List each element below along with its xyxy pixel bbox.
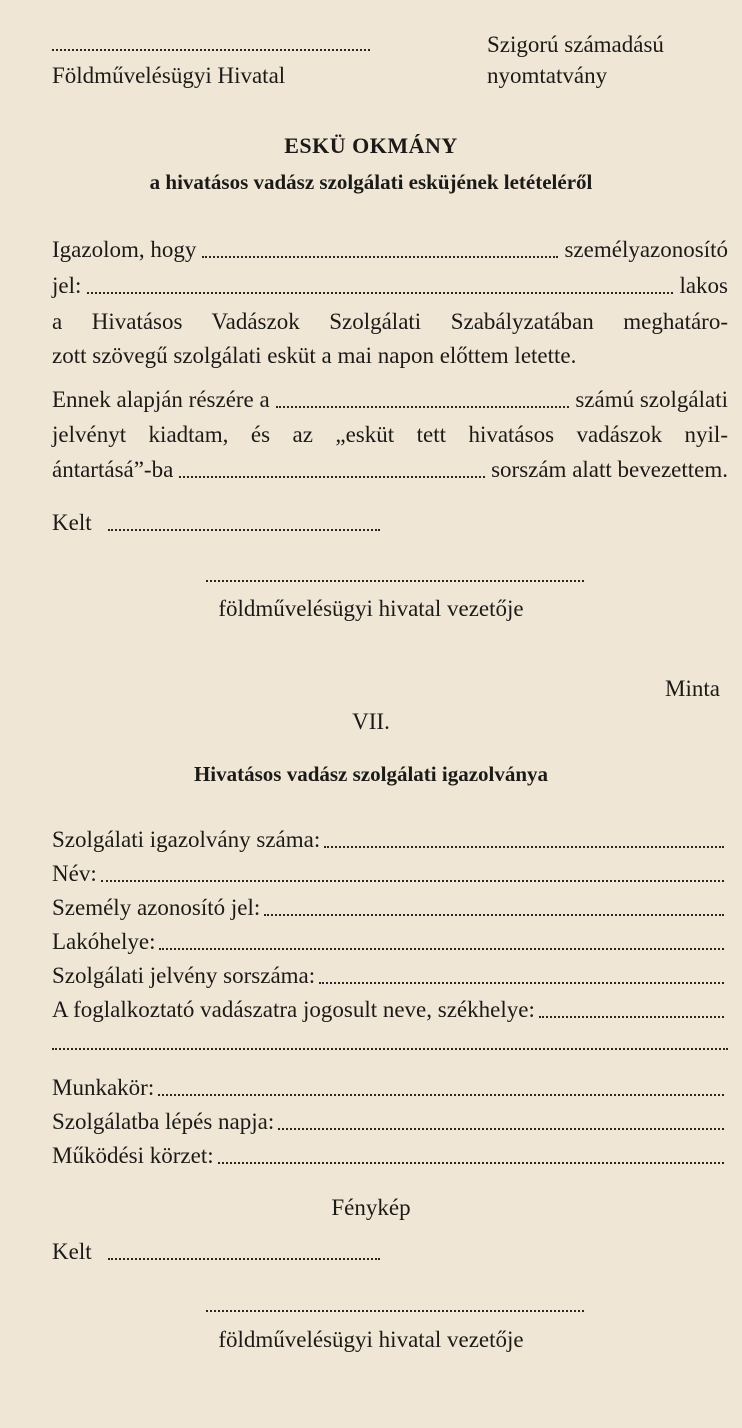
oath-text: Igazolom, hogy — [52, 237, 197, 262]
card-field-blank — [159, 948, 724, 950]
oath-text: jelvényt kiadtam, és az „esküt tett hivatásos vadászok nyil- — [52, 422, 728, 447]
oath-text: személyazonosító — [564, 237, 728, 262]
id-blank-line — [87, 292, 673, 294]
oath-date-label: Kelt — [52, 510, 92, 535]
oath-text: zott szövegű szolgálati esküt a mai napon előttem letette. — [52, 343, 577, 368]
card-field-label: Szolgálatba lépés napja: — [52, 1109, 275, 1134]
card-field-label: Szolgálati jelvény sorszáma: — [52, 963, 316, 988]
card-field-row — [52, 1074, 728, 1102]
card-field-label: Név: — [52, 861, 97, 886]
card-field-row — [52, 962, 728, 990]
card-signature-line — [206, 1310, 584, 1312]
name-blank-line — [202, 256, 558, 258]
oath-text: lakos — [679, 273, 728, 298]
oath-text: számú szolgálati — [575, 387, 728, 412]
card-field-row — [52, 1108, 728, 1136]
register-number-blank-line — [179, 476, 485, 478]
card-field-blank — [101, 880, 724, 882]
oath-text: Ennek alapján részére a — [52, 387, 270, 412]
oath-date-blank-line — [108, 529, 380, 531]
oath-line-4 — [52, 386, 728, 414]
oath-line-1 — [52, 236, 728, 264]
card-field-label: Működési körzet: — [52, 1143, 214, 1168]
card-field-blank — [324, 846, 724, 848]
card-signature-label: földművelésügyi hivatal vezetője — [218, 1327, 524, 1352]
card-field-label: Munkakör: — [52, 1075, 155, 1100]
sample-label: Minta — [665, 676, 720, 701]
form-type-label: nyomtatvány — [487, 63, 608, 88]
card-field-label: Személy azonosító jel: — [52, 895, 261, 920]
oath-text: sorszám alatt bevezettem. — [491, 457, 728, 482]
section-number: VII. — [352, 709, 390, 734]
card-field-label: Szolgálati igazolvány száma: — [52, 827, 321, 852]
photo-label: Fénykép — [331, 1195, 411, 1220]
oath-document-title: ESKÜ OKMÁNY — [284, 133, 458, 158]
card-field-row — [52, 928, 728, 956]
oath-document-subtitle: a hivatásos vadász szolgálati esküjének letételéről — [149, 170, 593, 194]
oath-line-2 — [52, 272, 728, 300]
oath-signature-line — [206, 580, 584, 582]
card-date-blank-line — [108, 1258, 380, 1260]
card-field-row — [52, 894, 728, 922]
card-field-blank — [158, 1094, 724, 1096]
card-field-blank — [319, 982, 724, 984]
card-field-row — [52, 1142, 728, 1170]
card-field-row — [52, 860, 728, 888]
office-name-blank-line — [52, 49, 370, 51]
card-date-label: Kelt — [52, 1239, 92, 1264]
card-field-label: A foglalkoztató vadászatra jogosult neve, székhelye: — [52, 997, 535, 1022]
oath-text: a Hivatásos Vadászok Szolgálati Szabályzatában meghatáro- — [52, 309, 728, 334]
oath-line-6 — [52, 456, 728, 484]
card-field-blank — [218, 1162, 724, 1164]
id-card-title: Hivatásos vadász szolgálati igazolványa — [193, 762, 549, 786]
strict-accounting-label: Szigorú számadású — [487, 32, 664, 57]
card-field-row — [52, 826, 728, 854]
card-field-label: Lakóhelye: — [52, 929, 156, 954]
oath-text: jel: — [52, 273, 82, 298]
card-field-blank — [264, 914, 724, 916]
card-field-blank — [539, 1016, 724, 1018]
oath-signature-label: földművelésügyi hivatal vezetője — [218, 596, 524, 621]
employer-continuation-line — [52, 1048, 728, 1050]
oath-text: ántartásá”-ba — [52, 457, 174, 482]
badge-number-blank-line — [276, 406, 570, 408]
card-field-blank — [278, 1128, 724, 1130]
card-field-row — [52, 996, 728, 1024]
office-label: Földművelésügyi Hivatal — [52, 63, 286, 88]
